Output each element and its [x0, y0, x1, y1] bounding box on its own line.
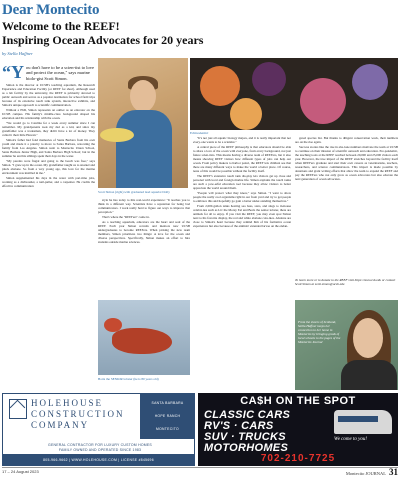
photo-boris-lobster	[98, 300, 190, 375]
paragraph: As a teaching aquarium, educators are the heart and soul of the REEF. Each year Simon recruits and mentors new UCSB undergraduates to become REEFers. When picking the new team members, Simon prioritizes two things: A love for the ocean and diverse perspectives. Specifically, Simon makes an effort to hire students outside marine sciences.	[98, 220, 190, 244]
paragraph: Simon is the director at UCSB's teaching aquarium, the Research Experience and Education Facility (or REEF for short). Although used as a lab facility by the university, the REEF is primarily devoted to public outreach and serves as a popular destination for school field trips because of its extensive touch tank system, interactive exhibits, and Simon's unique approach to scientific communication.	[2, 83, 95, 108]
ad-line: MOTORHOMES	[204, 442, 289, 454]
photo-fish	[100, 128, 134, 142]
journal-name: Montecito JOURNAL	[345, 471, 386, 476]
photo-author	[295, 300, 398, 390]
article-column-3	[193, 136, 291, 411]
ad-holehouse-construction[interactable]	[2, 393, 195, 466]
ad-location: MONTECITO	[156, 427, 179, 431]
paragraph: Simon's father had fond memories of Santa Barbara from his own youth and made it a priority to move to Santa Barbara, relocating the family from Los Angeles. Simon went to Montecito Union School, Santa Barbara Junior High, and Santa Barbara High School; but in the summer he and his siblings spent their days in the water.	[2, 138, 95, 159]
ad-line: CLASSIC CARS	[204, 409, 291, 421]
paragraph: That's where the "REEFers" come in.	[102, 215, 150, 219]
ad-tagline: FAMILY OWNED AND OPERATED SINCE 1983	[58, 448, 142, 452]
photo-shirt	[116, 110, 172, 188]
paragraph: "My parents were frugal and going to the beach was free," says Simon. "I grew up in the ocean. My grandfather taught us to snorkel and pluck abalone. So from a very young age, this love for the marine environment was instilled in me."	[2, 159, 95, 176]
paragraph: Without a PhD, Simon represents an outlier as an educator on the UCSB campus. His family's middle-class background shaped his education and his relationship with the ocean.	[2, 108, 95, 121]
column-kicker: Dear Montecito	[2, 2, 100, 18]
paragraph: "People will protect what they know," says Simon. "I want to show people the really cool organisms right in our front yard and try to get people to embrace this and hopefully go gain a better under-standing themselves."	[193, 191, 291, 203]
sea-star	[300, 78, 346, 124]
house-logo-icon	[9, 399, 27, 419]
paragraph: Simon supplemented his days in the water with part-time jobs, working as a dishwasher, a nail-puller, and a carpenter. He credits the effective communication	[2, 176, 95, 189]
author-body	[341, 360, 397, 390]
sea-urchin	[252, 62, 286, 96]
ad-tagline: GENERAL CONTRACTOR FOR LUXURY CUSTOM HOMES	[48, 443, 152, 447]
article-column-4	[295, 136, 398, 276]
ad-company-name: CONSTRUCTION	[31, 409, 125, 419]
donate-note: To learn more or to donate to the REEF visit https://msi.ucsb.edu or contact Scott Simon at scott.simon@ucsb.edu	[295, 278, 396, 286]
truck-icon	[334, 410, 392, 434]
paragraph: "We would go to Catalina for a week every summer since I can remember. My grandparents took my dad as a kid, and since my grandfather was a tradesman, they didn't have a lot of money. They called it their little Hawaii."	[2, 121, 95, 138]
ad-title: CA$H ON THE SPOT	[240, 395, 356, 407]
photo-scott-simon	[98, 58, 188, 188]
paragraph: "It's not just all aquatic biology majors, and it is really important that not every-one wants to be a scientist."	[193, 136, 291, 144]
author-face	[353, 318, 383, 358]
article-column-1	[2, 65, 95, 390]
photo-caption: Echinoderms!	[190, 131, 209, 135]
ad-locations-panel	[140, 394, 195, 439]
paragraph: gered species list. But thanks to diligent conservation work, their numbers are on the rise again.	[295, 136, 398, 144]
ad-location: SANTA BARBARA	[151, 401, 184, 405]
footer-divider	[2, 467, 398, 468]
paragraph: A central piece of the REEF philosophy is that educators should be able to share a love of the ocean with everyone, from every background, not just future scien-tists. This means having a diverse team of REEFers, but it also means showing REEF visitors how different types of jobs can help our ocean. From policy makers to harbor patrol, the REEF lets children see that there are many different ways to make the world a better place. Of course, none of this would be possible without the facility itself.	[193, 145, 291, 173]
ad-slogan: We come to you!	[334, 437, 367, 442]
article-header	[2, 2, 398, 57]
sea-star	[230, 98, 262, 130]
page-number: 31	[389, 467, 398, 477]
lobster-body	[112, 328, 172, 354]
photo-head	[130, 80, 156, 112]
photo-caption: Boris the SENIOR lobster (he is 80 years old)	[98, 377, 159, 381]
ad-line: RV'S · CARS	[204, 420, 274, 432]
paragraph: The REEF's extensive touch tank dis-play lets visitors get up close and personal with local and foreign marine life. Simon explains the touch tanks are such a pow-erful education tool because they allow visitors to better appreciate the world around them.	[193, 174, 291, 190]
headline-line-1: Welcome to the REEF!	[2, 19, 120, 33]
paragraph: From 2,000-gallon tanks hosting sea bass, stars, and slugs to in-house celebri-ties such as Liv the Moray Eel and Boris the senior lobster, there are animals for all to enjoy. If you visit the REEF, you may even spot Simon next to his favorite display, the red and white abalone cola-nies. Abalone are close to Simon's heart because they remind him of his formative ocean experiences but also because of the animals' extended larvae on the endan-	[193, 204, 291, 228]
page-footer	[346, 467, 398, 477]
ad-location: HOPE RANCH	[154, 414, 181, 418]
paragraph: Success stories like the rise in aba-lone numbers motivate the team at UCSB to continue on their mission of scientific outreach and education. Pre-pandemic, the teaching tools at the REEF reached between 20,000 and 25,000 visitors each year. However, the true impact of the REEF stretches beyond the facility itself when REEFers graduate and start their own careers as veterinarians, teachers, researchers, and science communicators. This impact is made possible by donations and grant writing efforts that allow the team to expand the REEF and pay the REEFers who not only grow as ocean advocates but also educate the next generation of ocean advocates.	[295, 145, 398, 181]
ad-phone[interactable]: 702-210-7725	[260, 453, 336, 464]
paragraph: style he has today to this real-world experience: "It teaches you to think in a different way. Scientists have a reputation for being bad communicators. I work really hard to figure out ways to improve that perception."	[98, 198, 190, 214]
issue-date: 17 – 24 August 2023	[2, 469, 39, 474]
ad-contact-bar[interactable]: 805-966-9662 | WWW.HOLEHOUSE.COM | LICENSE #845696	[3, 454, 194, 466]
opening-quote: “Y ou don't have to be a scien-tist to love and protect the ocean," says marine biolo-gist Scott Simon.	[2, 65, 95, 82]
ad-company-name: HOLEHOUSE	[31, 398, 103, 408]
photo-echinoderms	[190, 58, 398, 130]
ad-company-name: COMPANY	[31, 420, 90, 430]
author-caption: From the shores of Scotland, Stella Haffner keeps her connection to her home in Montecito by bringing grads of local schools to the pages of the Montecito Journal	[298, 320, 341, 345]
lobster-claw	[104, 318, 122, 332]
byline: by Stella Haffner	[2, 51, 33, 56]
headline-line-2: Inspiring Ocean Advocates for 20 years	[2, 33, 204, 47]
ad-cash-on-the-spot[interactable]	[198, 393, 398, 466]
article-column-2	[98, 198, 190, 298]
drop-cap: “Y	[2, 65, 24, 82]
ad-line: SUV · TRUCKS	[204, 431, 286, 443]
sea-star	[200, 66, 240, 106]
photo-caption: Scott Simon (right) with graduated lead aquarist Dolly	[98, 190, 170, 194]
sea-urchin	[352, 64, 388, 100]
